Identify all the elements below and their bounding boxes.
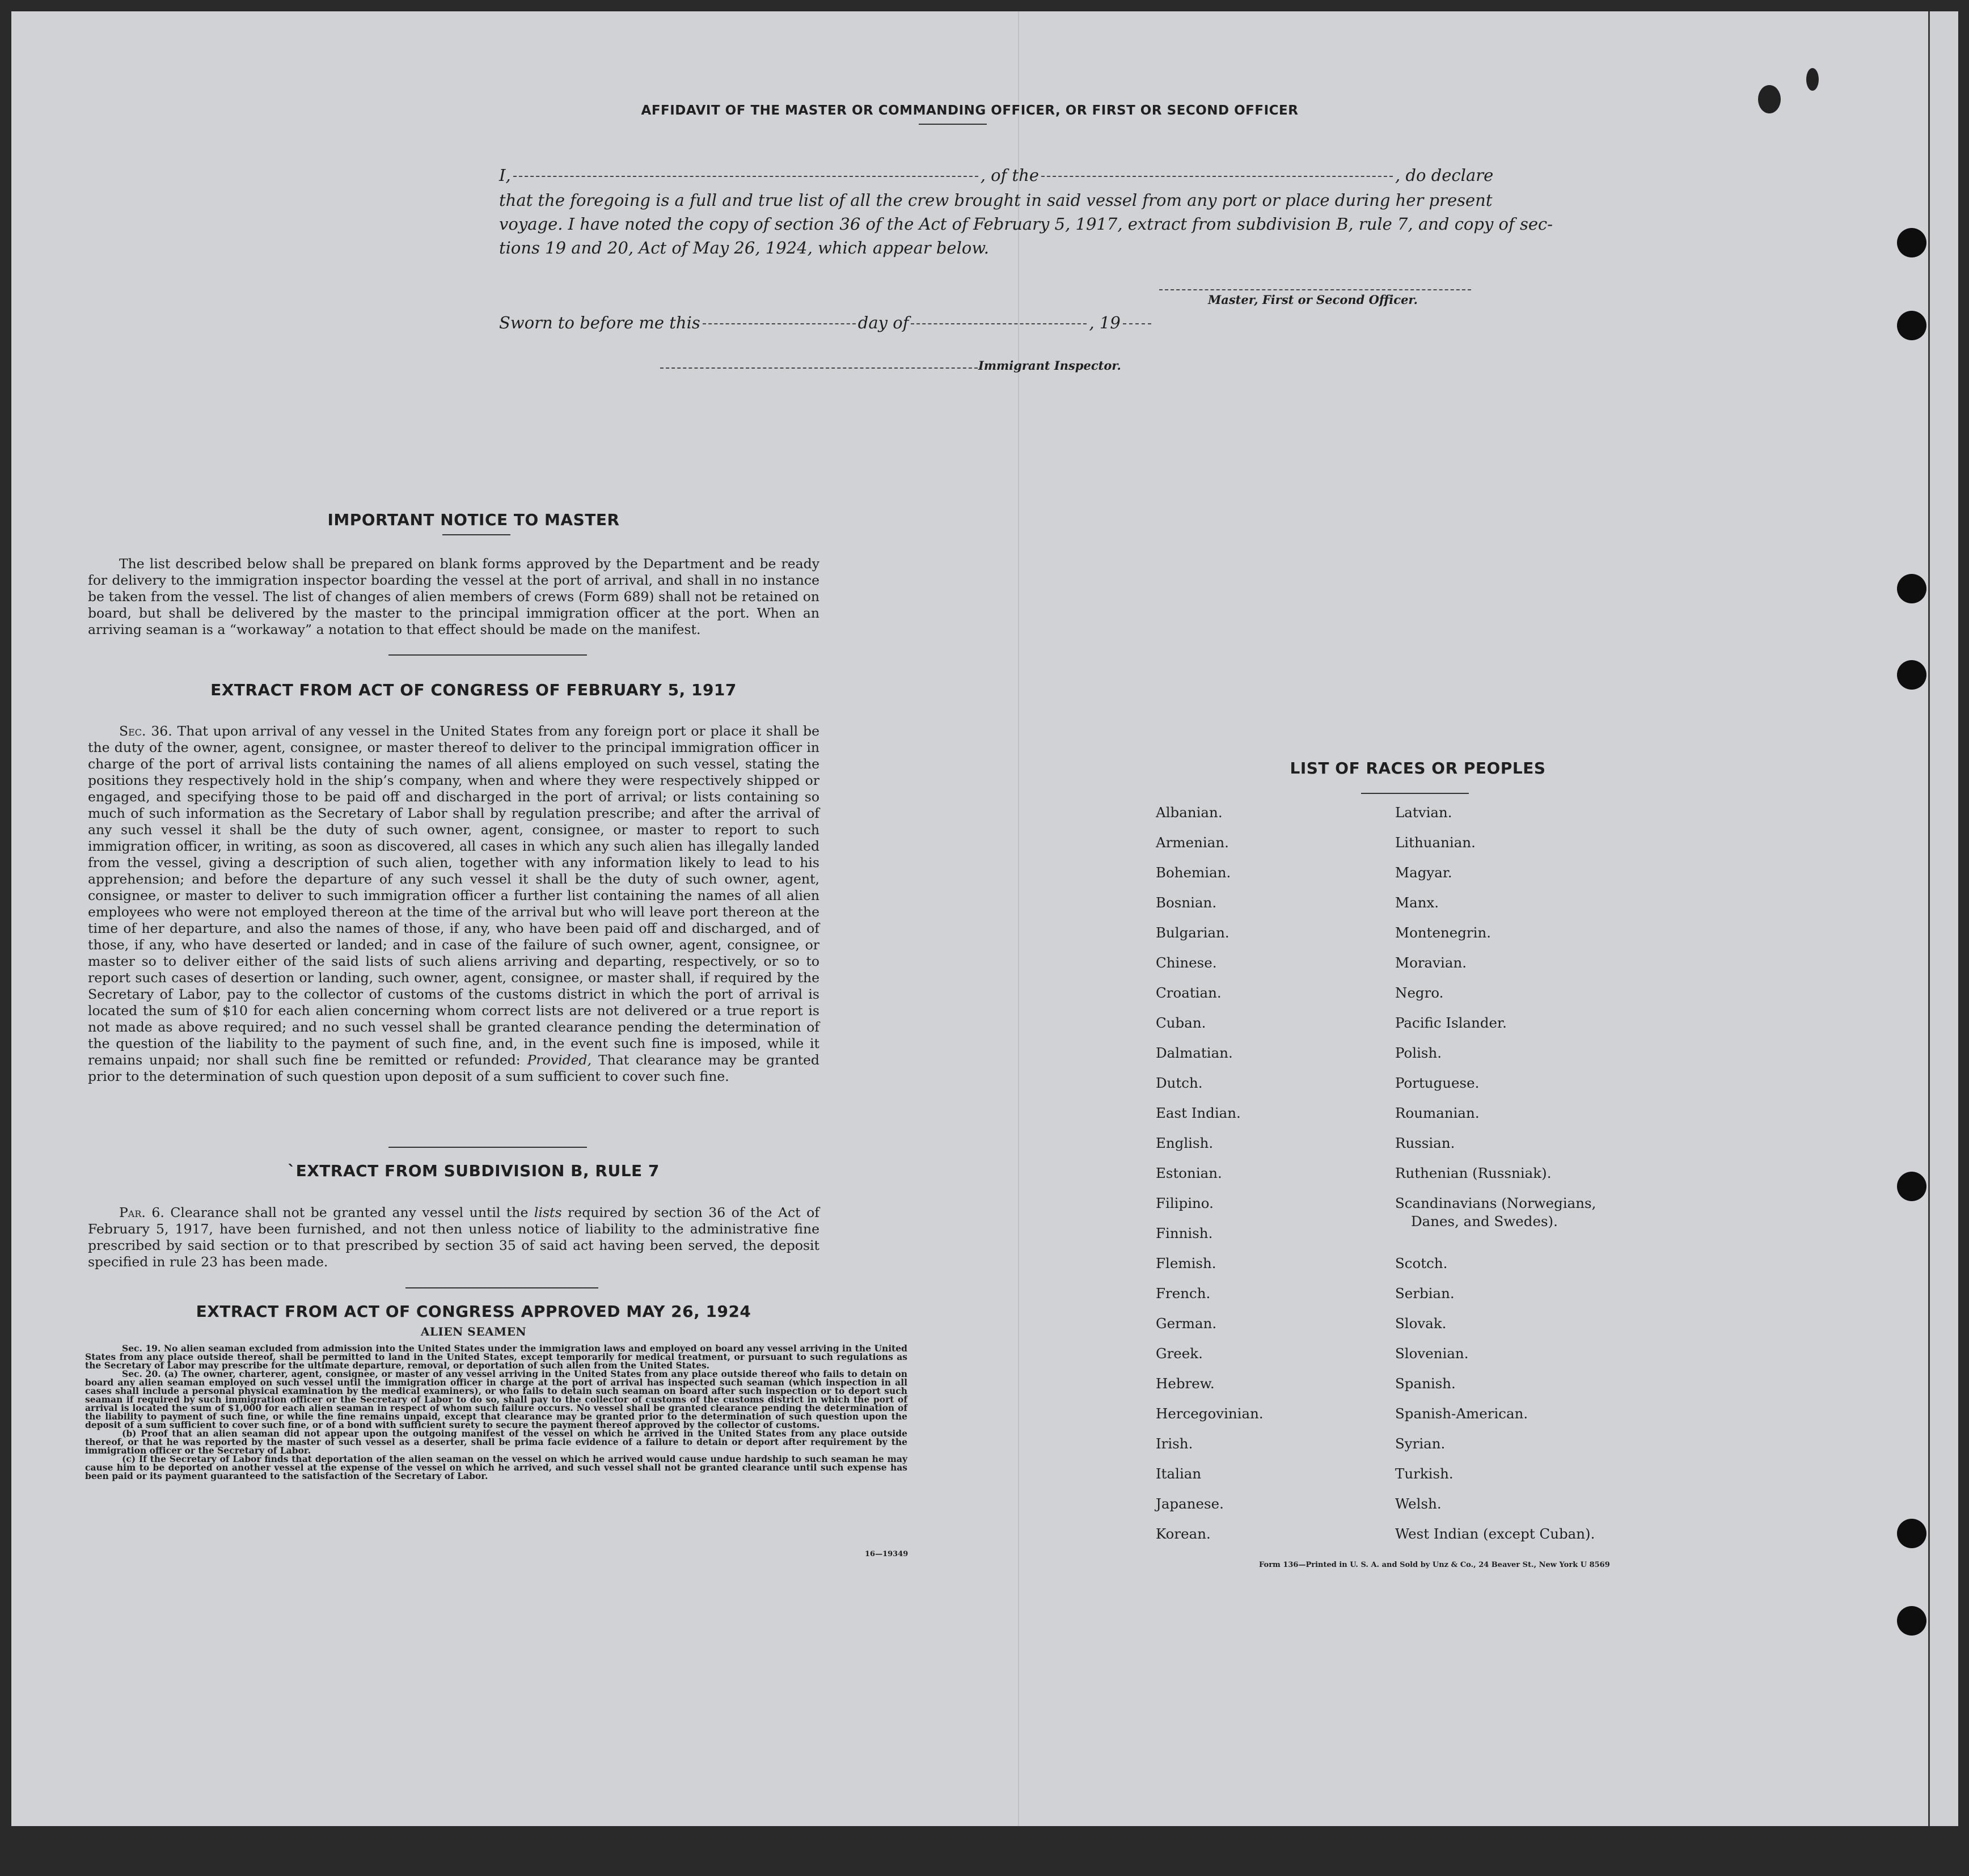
race-item: Hebrew.	[1156, 1375, 1215, 1392]
extract-1924-title: EXTRACT FROM ACT OF CONGRESS APPROVED MAY 26, 1924	[196, 1302, 751, 1321]
race-item: Korean.	[1156, 1526, 1211, 1542]
lists-word: lists	[534, 1205, 562, 1220]
affidavit-do-declare: , do declare	[1395, 166, 1494, 185]
race-item: Dutch.	[1156, 1075, 1203, 1091]
race-item: Moravian.	[1395, 954, 1467, 971]
race-item: Slovenian.	[1395, 1345, 1469, 1362]
sworn-text: Sworn to before me this	[499, 313, 700, 332]
punch-hole	[1897, 660, 1926, 690]
notice-title: IMPORTANT NOTICE TO MASTER	[327, 510, 620, 529]
race-item: Turkish.	[1395, 1465, 1453, 1482]
inspector-signature-line	[660, 367, 978, 369]
par-6-label: Par. 6.	[119, 1205, 164, 1220]
name-blank	[513, 176, 978, 177]
race-item: Negro.	[1395, 985, 1444, 1001]
race-item: Portuguese.	[1395, 1075, 1480, 1091]
sec-19-text: Sec. 19. No alien seaman excluded from admission into the United States under the immigration laws and employed on board any vessel arriving in the United States from any place outside thereof, shall be permitted to land in the United States, except temporarily for medical treatment, or pursuant to such regulations as the Secretary of Labor may prescribe for the ultimate departure, removal, or deportation of such alien from the United States.	[85, 1343, 907, 1371]
rule-7-title: `EXTRACT FROM SUBDIVISION B, RULE 7	[288, 1161, 660, 1180]
race-item: French.	[1156, 1285, 1211, 1302]
extract-1917-title: EXTRACT FROM ACT OF CONGRESS OF FEBRUARY 5, 1917	[210, 681, 737, 699]
race-item: Danes, and Swedes).	[1411, 1213, 1558, 1229]
sec-36-label: Sec. 36.	[119, 723, 172, 739]
divider	[388, 1147, 587, 1148]
race-item: Montenegrin.	[1395, 924, 1491, 941]
race-item: Croatian.	[1156, 985, 1222, 1001]
affidavit-line-1	[499, 166, 1509, 185]
document-page	[11, 11, 1928, 1826]
affidavit-line-2: that the foregoing is a full and true list of all the crew brought in said vessel from any port or place during her present	[499, 191, 1493, 210]
race-item: Welsh.	[1395, 1495, 1442, 1512]
extract-1924-text	[85, 1344, 907, 1480]
notice-underline	[442, 534, 510, 535]
races-left-column	[1156, 804, 1264, 1556]
race-item: Roumanian.	[1395, 1105, 1480, 1121]
races-right-column	[1395, 804, 1596, 1556]
race-item: Filipino.	[1156, 1195, 1214, 1211]
punch-hole	[1897, 1172, 1926, 1201]
race-item: Russian.	[1395, 1135, 1455, 1151]
races-underline	[1361, 793, 1469, 794]
ink-blot	[1758, 85, 1781, 113]
affidavit-line-4: tions 19 and 20, Act of May 26, 1924, which appear below.	[499, 238, 989, 257]
day-blank	[703, 323, 856, 324]
race-item: Estonian.	[1156, 1165, 1222, 1181]
race-item: Serbian.	[1395, 1285, 1455, 1302]
sec-36-end: That clearance may be granted prior to the determination of such question upon deposit of a sum sufficient to cover such fine.	[88, 1052, 819, 1084]
race-item: Finnish.	[1156, 1225, 1213, 1241]
divider	[405, 1287, 598, 1288]
race-item: Spanish.	[1395, 1375, 1456, 1392]
punch-hole	[1897, 311, 1926, 340]
punch-hole	[1897, 1606, 1926, 1636]
race-item: German.	[1156, 1315, 1217, 1332]
punch-hole	[1897, 1519, 1926, 1548]
inspector-signature-label: Immigrant Inspector.	[978, 358, 1121, 373]
sec-20b-text: (b) Proof that an alien seaman did not appear upon the outgoing manifest of the vessel on which he arrived in the United States from any place outside thereof, or that he was reported by the master of such vessel as a deserter, shall be prima facie evidence of a failure to detain or deport after requirement by the immigration officer or the Secretary of Labor.	[85, 1428, 907, 1456]
race-item: Japanese.	[1156, 1495, 1224, 1512]
affidavit-title: AFFIDAVIT OF THE MASTER OR COMMANDING OFFICER, OR FIRST OR SECOND OFFICER	[641, 103, 1299, 118]
races-title: LIST OF RACES OR PEOPLES	[1290, 759, 1546, 778]
sworn-line	[499, 313, 1509, 332]
year-blank	[1123, 323, 1151, 324]
race-item: English.	[1156, 1135, 1214, 1151]
title-underline	[919, 124, 987, 125]
race-item: Armenian.	[1156, 834, 1229, 851]
race-item: Cuban.	[1156, 1015, 1206, 1031]
page-edge	[1928, 11, 1958, 1826]
master-signature-label: Master, First or Second Officer.	[1208, 293, 1418, 307]
race-item: Scotch.	[1395, 1255, 1448, 1271]
divider	[388, 654, 587, 656]
punch-hole	[1897, 228, 1926, 257]
race-item: Greek.	[1156, 1345, 1203, 1362]
page-fold	[1018, 11, 1019, 1826]
race-item: Latvian.	[1395, 804, 1452, 821]
race-item: Pacific Islander.	[1395, 1015, 1507, 1031]
provided-label: Provided,	[527, 1052, 592, 1068]
race-item: Dalmatian.	[1156, 1045, 1233, 1061]
race-item: Syrian.	[1395, 1435, 1446, 1452]
race-item: Ruthenian (Russniak).	[1395, 1165, 1552, 1181]
race-item: West Indian (except Cuban).	[1395, 1526, 1595, 1542]
race-item: Flemish.	[1156, 1255, 1216, 1271]
race-item: Albanian.	[1156, 804, 1223, 821]
race-item: Magyar.	[1395, 864, 1452, 881]
race-item: Chinese.	[1156, 954, 1217, 971]
affidavit-line-3: voyage. I have noted the copy of section 36 of the Act of February 5, 1917, extract from subdivision B, rule 7, and copy of sec-	[499, 214, 1553, 234]
race-item: Bohemian.	[1156, 864, 1231, 881]
race-item: Italian	[1156, 1465, 1202, 1482]
day-of-text: day of	[857, 313, 909, 332]
affidavit-i: I,	[499, 166, 511, 185]
sec-36-body: That upon arrival of any vessel in the United States from any foreign port or place it shall be the duty of the owner, agent, consignee, or master thereof to deliver to the principal immigration officer in charge of the port of arrival lists containing the names of all aliens employed on such vessel, stating the positions they respectively hold in the ship’s company, when and where they were respectively shipped or engaged, and specifying those to be paid off and discharged in the port of arrival; or lists containing so much of such information as the Secretary of Labor shall by regulation prescribe; and after the arrival of any such vessel it shall be the duty of such owner, agent, consignee, or master to report to such immigration officer, in writing, as soon as discovered, all cases in which any such alien has illegally landed from the vessel, giving a description of such alien, together with any information likely to lead to his apprehension; and before the departure of any such vessel it shall be the duty of such owner, agent, consignee, or master to deliver to such immigration officer a further list containing the names of all alien employees who were not employed thereon at the time of the arrival but who will leave port thereon at the time of her departure, and also the names of those, if any, who have been paid off and discharged, and of those, if any, who have deserted or landed; and in case of the failure of such owner, agent, consignee, or master so to deliver either of the said lists of such aliens arriving and departing, respectively, or so to report such cases of desertion or landing, such owner, agent, consignee, or master shall, if required by the Secretary of Labor, pay to the collector of customs of the customs district in which the port of arrival is located the sum of $10 for each alien concerning whom correct lists are not delivered or a true report is not made as above required; and no such vessel shall be granted clearance pending the determination of the question of the liability to the payment of such fine, and, in the event such fine is imposed, while it remains unpaid; nor shall such fine be remitted or refunded:	[88, 723, 819, 1068]
race-item: Irish.	[1156, 1435, 1193, 1452]
race-item: East Indian.	[1156, 1105, 1241, 1121]
race-item: Hercegovinian.	[1156, 1405, 1264, 1422]
printer-note: Form 136—Printed in U. S. A. and Sold by Unz & Co., 24 Beaver St., New York U 8569	[1259, 1561, 1610, 1569]
affidavit-of-the: , of the	[980, 166, 1040, 185]
punch-hole	[1897, 574, 1926, 603]
month-blank	[911, 323, 1087, 324]
alien-seamen-subtitle: ALIEN SEAMEN	[420, 1325, 527, 1338]
ink-blot	[1806, 68, 1819, 91]
master-signature-line	[1159, 289, 1471, 290]
rule-7-text	[88, 1205, 819, 1270]
race-item: Slovak.	[1395, 1315, 1447, 1332]
race-item: Manx.	[1395, 894, 1439, 911]
race-item: Bosnian.	[1156, 894, 1217, 911]
sec-20a-text: Sec. 20. (a) The owner, charterer, agent, consignee, or master of any vessel arriving in the United States from any place outside thereof who fails to detain on board any alien seaman employed on such vessel until the immigration officer in charge at the port of arrival has inspected such seaman (which inspection in all cases shall include a personal physical examination by the medical examiners), or who fails to detain such seaman on board after such inspection or to deport such seaman if required by such immigration officer or the Secretary of Labor to do so, shall pay to the collector of customs of the customs district in which the port of arrival is located the sum of $1,000 for each alien seaman in respect of whom such failure occurs. No vessel shall be granted clearance pending the determination of the liability to payment of such fine, or while the fine remains unpaid, except that clearance may be granted prior to the determination of such question upon the deposit of a sum sufficient to cover such fine, or of a bond with sufficient surety to secure the payment thereof approved by the collector of customs.	[85, 1368, 907, 1430]
form-number: 16—19349	[865, 1550, 909, 1558]
sec-20c-text: (c) If the Secretary of Labor finds that deportation of the alien seaman on the vessel on which he arrived would cause undue hardship to such seaman he may cause him to be deported on another vessel at the expense of the vessel on which he arrived, and such vessel shall not be granted clearance until such expense has been paid or its payment guaranteed to the satisfaction of the Secretary of Labor.	[85, 1454, 907, 1481]
vessel-blank	[1041, 176, 1393, 177]
race-item: Spanish-American.	[1395, 1405, 1528, 1422]
race-item: Lithuanian.	[1395, 834, 1476, 851]
race-item: Polish.	[1395, 1045, 1442, 1061]
extract-1917-text	[88, 723, 819, 1085]
rule-7-text-a: Clearance shall not be granted any vessel until the	[170, 1205, 529, 1220]
year-prefix: , 19	[1089, 313, 1121, 332]
race-item: Bulgarian.	[1156, 924, 1229, 941]
rule-7-text-b: required by section 36 of the Act of February 5, 1917, have been furnished, and not then unless notice of liability to the administrative fine prescribed by said section or to that prescribed by section 35 of said act having been served, the deposit specified in rule 23 has been made.	[88, 1205, 819, 1270]
race-item: Scandinavians (Norwegians,	[1395, 1195, 1596, 1211]
notice-text: The list described below shall be prepared on blank forms approved by the Department and be ready for delivery to the immigration inspector boarding the vessel at the port of arrival, and shall in no instance be taken from the vessel. The list of changes of alien members of crews (Form 689) shall not be retained on board, but shall be delivered by the master to the principal immigration officer at the port. When an arriving seaman is a “workaway” a notation to that effect should be made on the manifest.	[88, 556, 819, 637]
